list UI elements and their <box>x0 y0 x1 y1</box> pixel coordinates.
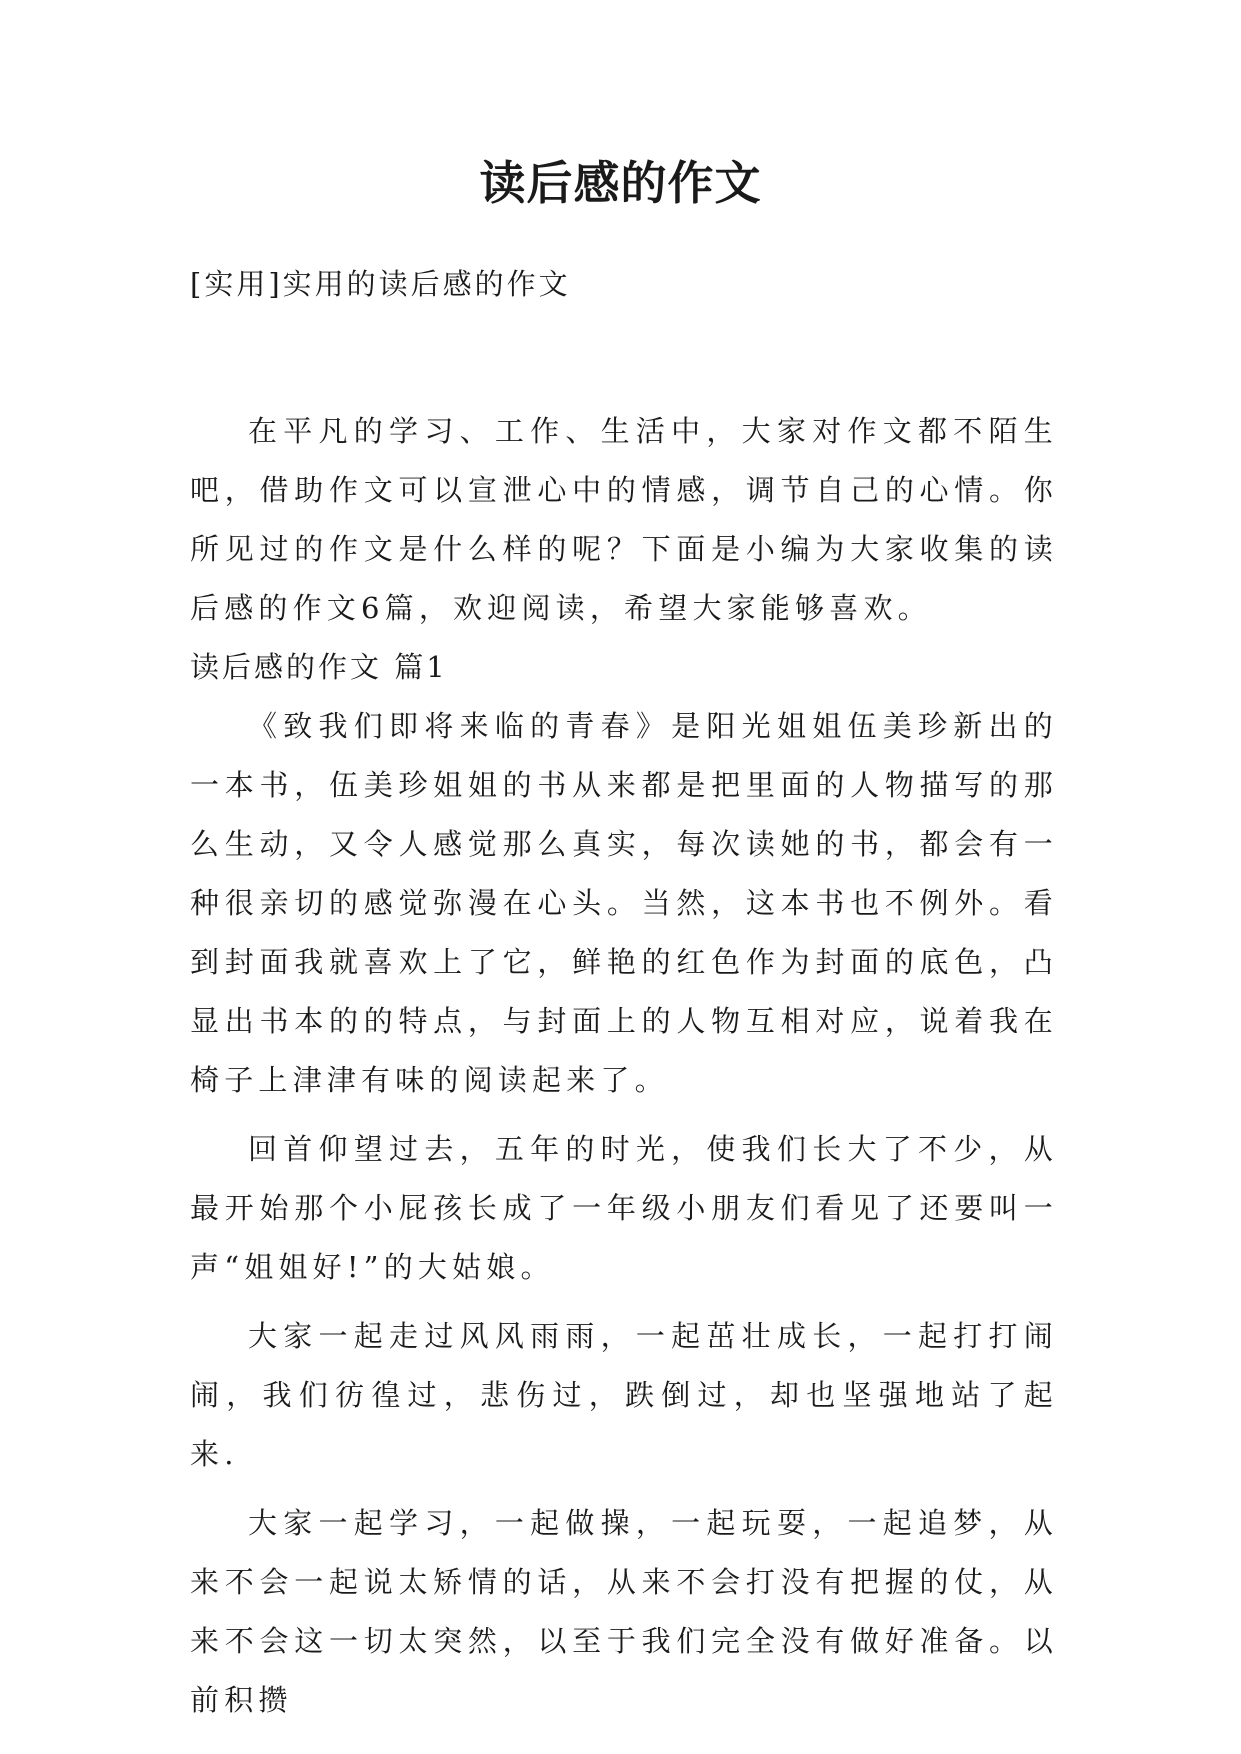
body-paragraph: 大家一起学习，一起做操，一起玩耍，一起追梦，从来不会一起说太矫情的话，从来不会打没有把握的仗，从来不会这一切太突然，以至于我们完全没有做好准备。以前积攒 <box>190 1506 1058 1717</box>
section-heading: 读后感的作文 篇1 <box>190 650 448 684</box>
intro-paragraph: 在平凡的学习、工作、生活中，大家对作文都不陌生吧，借助作文可以宣泄心中的情感，调节自己的心情。你所见过的作文是什么样的呢？下面是小编为大家收集的读后感的作文6篇，欢迎阅读，希望大家能够喜欢。 <box>190 414 1058 625</box>
body-paragraph: 大家一起走过风风雨雨，一起茁壮成长，一起打打闹闹，我们彷徨过，悲伤过，跌倒过，却也坚强地站了起来. <box>190 1319 1058 1471</box>
body-paragraph: 回首仰望过去，五年的时光，使我们长大了不少，从最开始那个小屁孩长成了一年级小朋友们看见了还要叫一声“姐姐好!”的大姑娘。 <box>190 1132 1058 1284</box>
body-paragraph: 《致我们即将来临的青春》是阳光姐姐伍美珍新出的一本书，伍美珍姐姐的书从来都是把里面的人物描写的那么生动，又令人感觉那么真实，每次读她的书，都会有一种很亲切的感觉弥漫在心头。当然，这本书也不例外。看到封面我就喜欢上了它，鲜艳的红色作为封面的底色，凸显出书本的的特点，与封面上的人物互相对应，说着我在椅子上津津有味的阅读起来了。 <box>190 709 1058 1097</box>
document-title: 读后感的作文 <box>479 156 762 210</box>
document-body <box>190 402 1058 1730</box>
document-subtitle: [实用]实用的读后感的作文 <box>190 267 571 301</box>
